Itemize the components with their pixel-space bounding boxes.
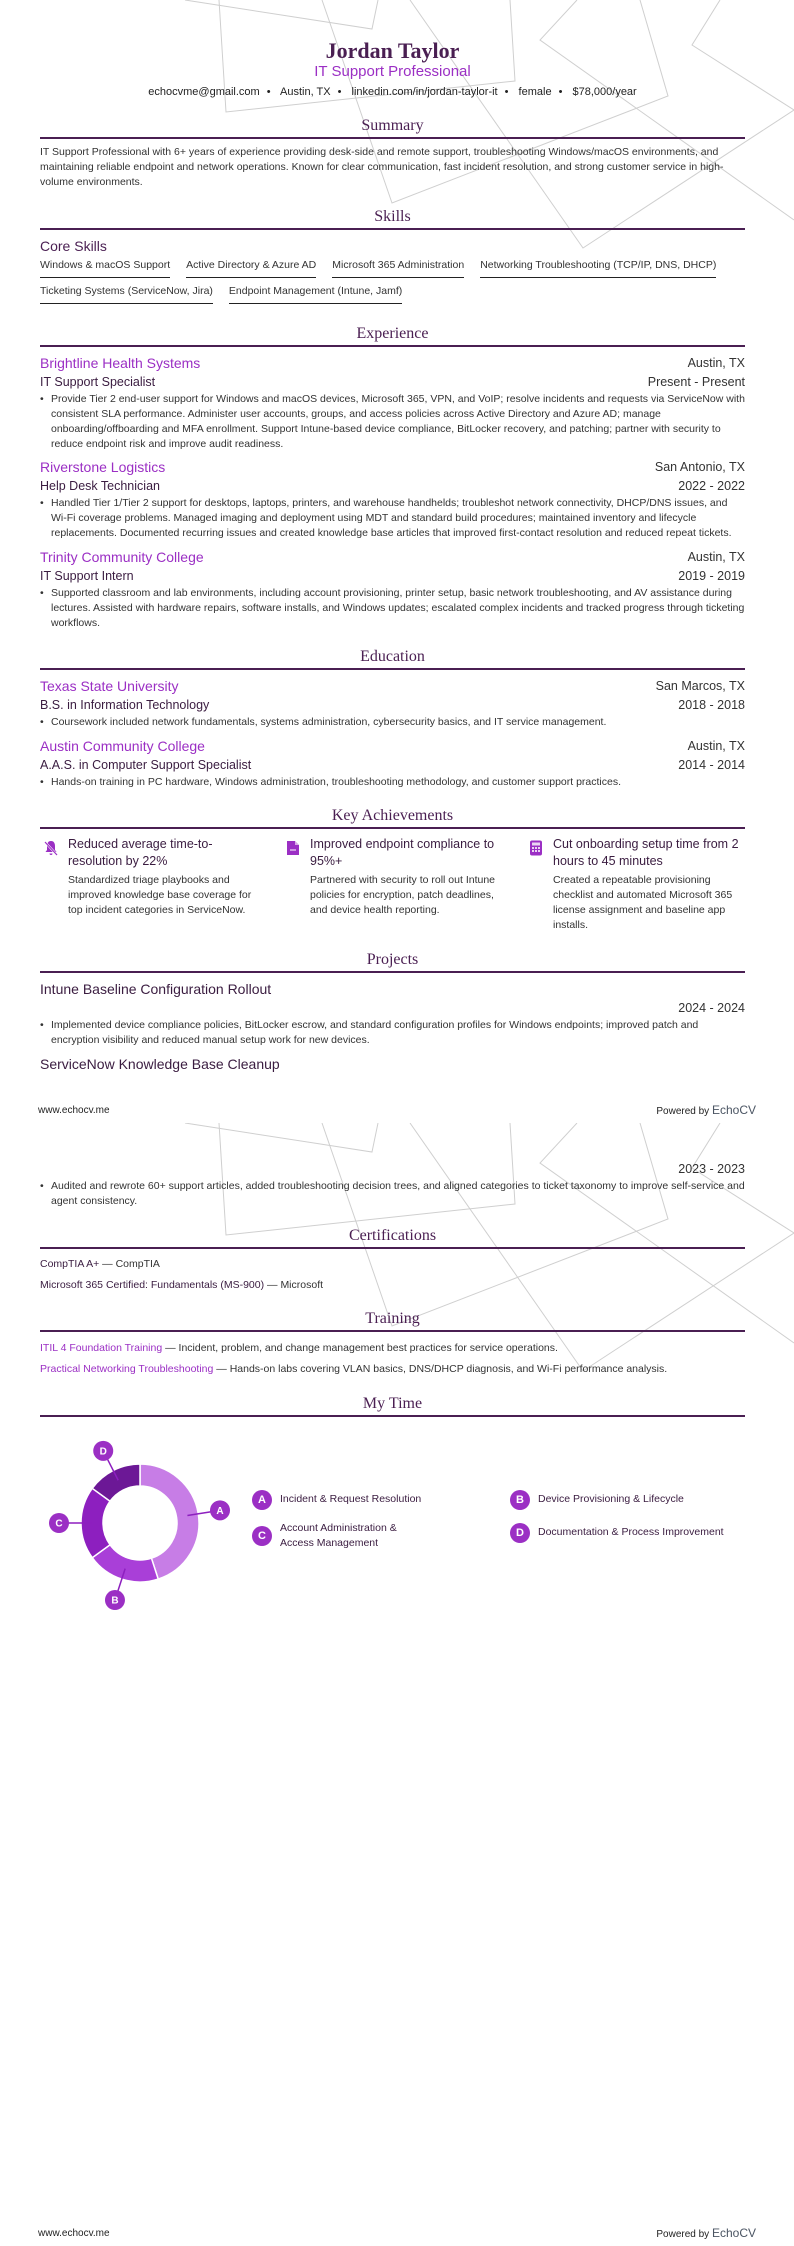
section-heading-education: Education xyxy=(40,648,745,670)
achievement-desc: Standardized triage playbooks and improved knowledge base coverage for top incident categories in ServiceNow. xyxy=(68,874,252,916)
separator: — xyxy=(213,1363,230,1375)
job-location: Austin, TX xyxy=(687,356,745,370)
donut-label: A xyxy=(216,1505,224,1517)
summary-text: IT Support Professional with 6+ years of experience providing desk-side and remote support, troubleshooting Windows/macOS environments, and maintaining reliable endpoint and network operations. Known for clear communication, fast incident resolution, and strong customer service in high-volume environments. xyxy=(40,146,724,188)
separator: — xyxy=(264,1279,281,1291)
legend-badge: A xyxy=(252,1490,272,1510)
separator: — xyxy=(162,1342,179,1354)
experience-entry xyxy=(40,548,745,631)
page-footer xyxy=(38,1103,756,1117)
skill-item: Endpoint Management (Intune, Jamf) xyxy=(229,284,402,304)
experience-entry xyxy=(40,458,745,541)
school-location: Austin, TX xyxy=(687,739,745,753)
project-bullet: • Audited and rewrote 60+ support articles, added troubleshooting decision trees, and aligned categories to ticket taxonomy to improve self-service and agent consistency. xyxy=(40,1179,745,1209)
certification-item xyxy=(40,1254,745,1275)
achievement-item xyxy=(286,836,501,918)
education-dates: 2018 - 2018 xyxy=(678,698,745,712)
job-location: San Antonio, TX xyxy=(654,460,745,474)
contact-line: echocvme@gmail.com • Austin, TX • linkedin.com/in/jordan-taylor-it • female • $78,000/year xyxy=(148,86,637,98)
achievement-title: Cut onboarding setup time from 2 hours to 45 minutes xyxy=(553,837,739,868)
training-name: Practical Networking Troubleshooting xyxy=(40,1363,214,1375)
section-heading-experience: Experience xyxy=(40,325,745,347)
achievement-title: Improved endpoint compliance to 95%+ xyxy=(310,837,495,868)
certification-issuer: CompTIA xyxy=(115,1258,160,1270)
school-location: San Marcos, TX xyxy=(655,679,745,693)
footer-site-link[interactable]: www.echocv.me xyxy=(38,2227,110,2239)
legend-label: Device Provisioning & Lifecycle xyxy=(538,1493,684,1505)
project-entry xyxy=(40,980,745,1048)
skill-item: Windows & macOS Support xyxy=(40,258,170,278)
candidate-name: Jordan Taylor xyxy=(325,38,460,63)
footer-powered-label: Powered by xyxy=(656,2229,710,2240)
company-name: Brightline Health Systems xyxy=(40,355,201,371)
calculator-icon xyxy=(529,840,543,856)
company-name: Trinity Community College xyxy=(40,549,204,565)
skills-group xyxy=(40,238,745,310)
donut-label: B xyxy=(111,1595,119,1607)
project-dates: 2024 - 2024 xyxy=(678,1001,745,1015)
degree: B.S. in Information Technology xyxy=(40,698,210,712)
project-entry xyxy=(40,1160,745,1209)
separator: — xyxy=(99,1258,116,1270)
legend-item xyxy=(510,1523,740,1543)
legend-item xyxy=(252,1521,422,1551)
job-role: IT Support Specialist xyxy=(40,375,156,389)
legend-badge: C xyxy=(252,1526,272,1546)
time-donut-chart xyxy=(30,1423,250,1623)
footer-site-link[interactable]: www.echocv.me xyxy=(38,1104,110,1116)
job-bullet: • Provide Tier 2 end-user support for Windows and macOS devices, Microsoft 365, VPN, and VoIP; resolve incidents and requests via ServiceNow with consistent SLA performance. Administer user accounts, groups, and access policies across Active Directory and Azure AD; manage onboarding/offboarding and MFA enrollment. Support Intune-based device compliance, BitLocker recovery, and patching; partner with security to reduce endpoint risk and improve audit readiness. xyxy=(40,392,745,452)
footer-powered-label: Powered by xyxy=(656,1106,710,1117)
education-entry xyxy=(40,737,745,790)
section-heading-my-time: My Time xyxy=(40,1395,745,1417)
file-icon xyxy=(286,840,300,856)
project-name: ServiceNow Knowledge Base Cleanup xyxy=(40,1056,280,1072)
section-heading-skills: Skills xyxy=(40,208,745,230)
contact-email[interactable]: echocvme@gmail.com xyxy=(148,86,260,98)
training-name: ITIL 4 Foundation Training xyxy=(40,1342,163,1354)
contact-linkedin[interactable]: linkedin.com/in/jordan-taylor-it xyxy=(351,86,498,98)
education-bullet: • Hands-on training in PC hardware, Windows administration, troubleshooting methodology, and customer support practices. xyxy=(40,775,745,790)
achievement-desc: Created a repeatable provisioning checklist and automated Microsoft 365 license assignment and baseline app installs. xyxy=(553,874,733,931)
section-heading-certifications: Certifications xyxy=(40,1227,745,1249)
legend-label: Account Administration & Access Management xyxy=(280,1522,397,1549)
job-location: Austin, TX xyxy=(687,550,745,564)
school-name: Texas State University xyxy=(40,678,179,694)
education-bullet: • Coursework included network fundamentals, systems administration, cybersecurity basics, and IT service management. xyxy=(40,715,745,730)
legend-label: Documentation & Process Improvement xyxy=(538,1526,724,1538)
skill-item: Ticketing Systems (ServiceNow, Jira) xyxy=(40,284,213,304)
job-bullet: • Handled Tier 1/Tier 2 support for desktops, laptops, printers, and warehouse handhelds; troubleshot network connectivity, DHCP/DNS issues, and Wi-Fi coverage problems. Managed imaging and deployment using MDT and standard build procedures; maintained inventory and lifecycle replacements. Documented recurring issues and created knowledge base articles that improved first-contact resolution and reduced repeat tickets. xyxy=(40,496,745,541)
certification-name: Microsoft 365 Certified: Fundamentals (MS-900) xyxy=(40,1279,265,1291)
degree: A.A.S. in Computer Support Specialist xyxy=(40,758,252,772)
training-list xyxy=(40,1338,745,1380)
footer-brand[interactable]: EchoCV xyxy=(711,1103,756,1117)
legend-label: Incident & Request Resolution xyxy=(280,1493,422,1505)
section-heading-projects: Projects xyxy=(40,951,745,973)
job-bullet: • Supported classroom and lab environments, including account provisioning, printer setup, basic network troubleshooting, and AV assistance during lectures. Assisted with hardware repairs, software installs, and Windows updates; escalated complex incidents and tracked progress through ticketing workflows. xyxy=(40,586,745,631)
contact-gender: female xyxy=(518,86,552,98)
project-name: Intune Baseline Configuration Rollout xyxy=(40,981,272,997)
footer-brand[interactable]: EchoCV xyxy=(711,2226,756,2240)
project-dates: 2023 - 2023 xyxy=(678,1162,745,1176)
skills-group-title: Core Skills xyxy=(40,238,107,254)
skill-item: Active Directory & Azure AD xyxy=(186,258,316,278)
donut-label: D xyxy=(99,1446,107,1458)
achievement-desc: Partnered with security to roll out Intune policies for encryption, patch deadlines, and device health reporting. xyxy=(310,874,496,916)
training-item xyxy=(40,1359,745,1380)
contact-location: Austin, TX xyxy=(280,86,331,98)
skill-item: Microsoft 365 Administration xyxy=(332,258,464,278)
certifications-list xyxy=(40,1254,745,1296)
bell-slash-icon xyxy=(44,840,58,856)
job-role: Help Desk Technician xyxy=(40,479,160,493)
legend-badge: D xyxy=(510,1523,530,1543)
training-desc: Hands-on labs covering VLAN basics, DNS/DHCP diagnosis, and Wi-Fi performance analysis. xyxy=(229,1363,668,1375)
page-2 xyxy=(0,1123,794,2246)
section-heading-summary: Summary xyxy=(40,117,745,139)
section-heading-training: Training xyxy=(40,1310,745,1332)
training-desc: Incident, problem, and change management best practices for service operations. xyxy=(178,1342,558,1354)
job-dates: Present - Present xyxy=(647,375,745,389)
job-dates: 2019 - 2019 xyxy=(678,569,745,583)
achievement-item xyxy=(44,836,259,918)
experience-entry xyxy=(40,354,745,452)
legend-item xyxy=(252,1490,482,1510)
candidate-title: IT Support Professional xyxy=(314,63,471,80)
job-role: IT Support Intern xyxy=(40,569,134,583)
job-dates: 2022 - 2022 xyxy=(678,479,745,493)
certification-item xyxy=(40,1275,745,1296)
certification-name: CompTIA A+ xyxy=(40,1258,100,1270)
achievement-item xyxy=(529,836,744,933)
certification-issuer: Microsoft xyxy=(280,1279,324,1291)
education-entry xyxy=(40,677,745,730)
company-name: Riverstone Logistics xyxy=(40,459,166,475)
skill-item: Networking Troubleshooting (TCP/IP, DNS, DHCP) xyxy=(480,258,716,278)
contact-salary: $78,000/year xyxy=(572,86,637,98)
achievement-title: Reduced average time-to-resolution by 22% xyxy=(68,837,213,868)
legend-badge: B xyxy=(510,1490,530,1510)
page-footer xyxy=(38,2226,756,2240)
section-heading-achievements: Key Achievements xyxy=(40,807,745,829)
legend-item xyxy=(510,1490,740,1510)
project-bullet: • Implemented device compliance policies, BitLocker escrow, and standard configuration profiles for Windows endpoints; improved patch and encryption visibility and reduced manual setup work for new devices. xyxy=(40,1018,745,1048)
education-dates: 2014 - 2014 xyxy=(678,758,745,772)
donut-label: C xyxy=(55,1518,63,1530)
school-name: Austin Community College xyxy=(40,738,205,754)
training-item xyxy=(40,1338,745,1359)
